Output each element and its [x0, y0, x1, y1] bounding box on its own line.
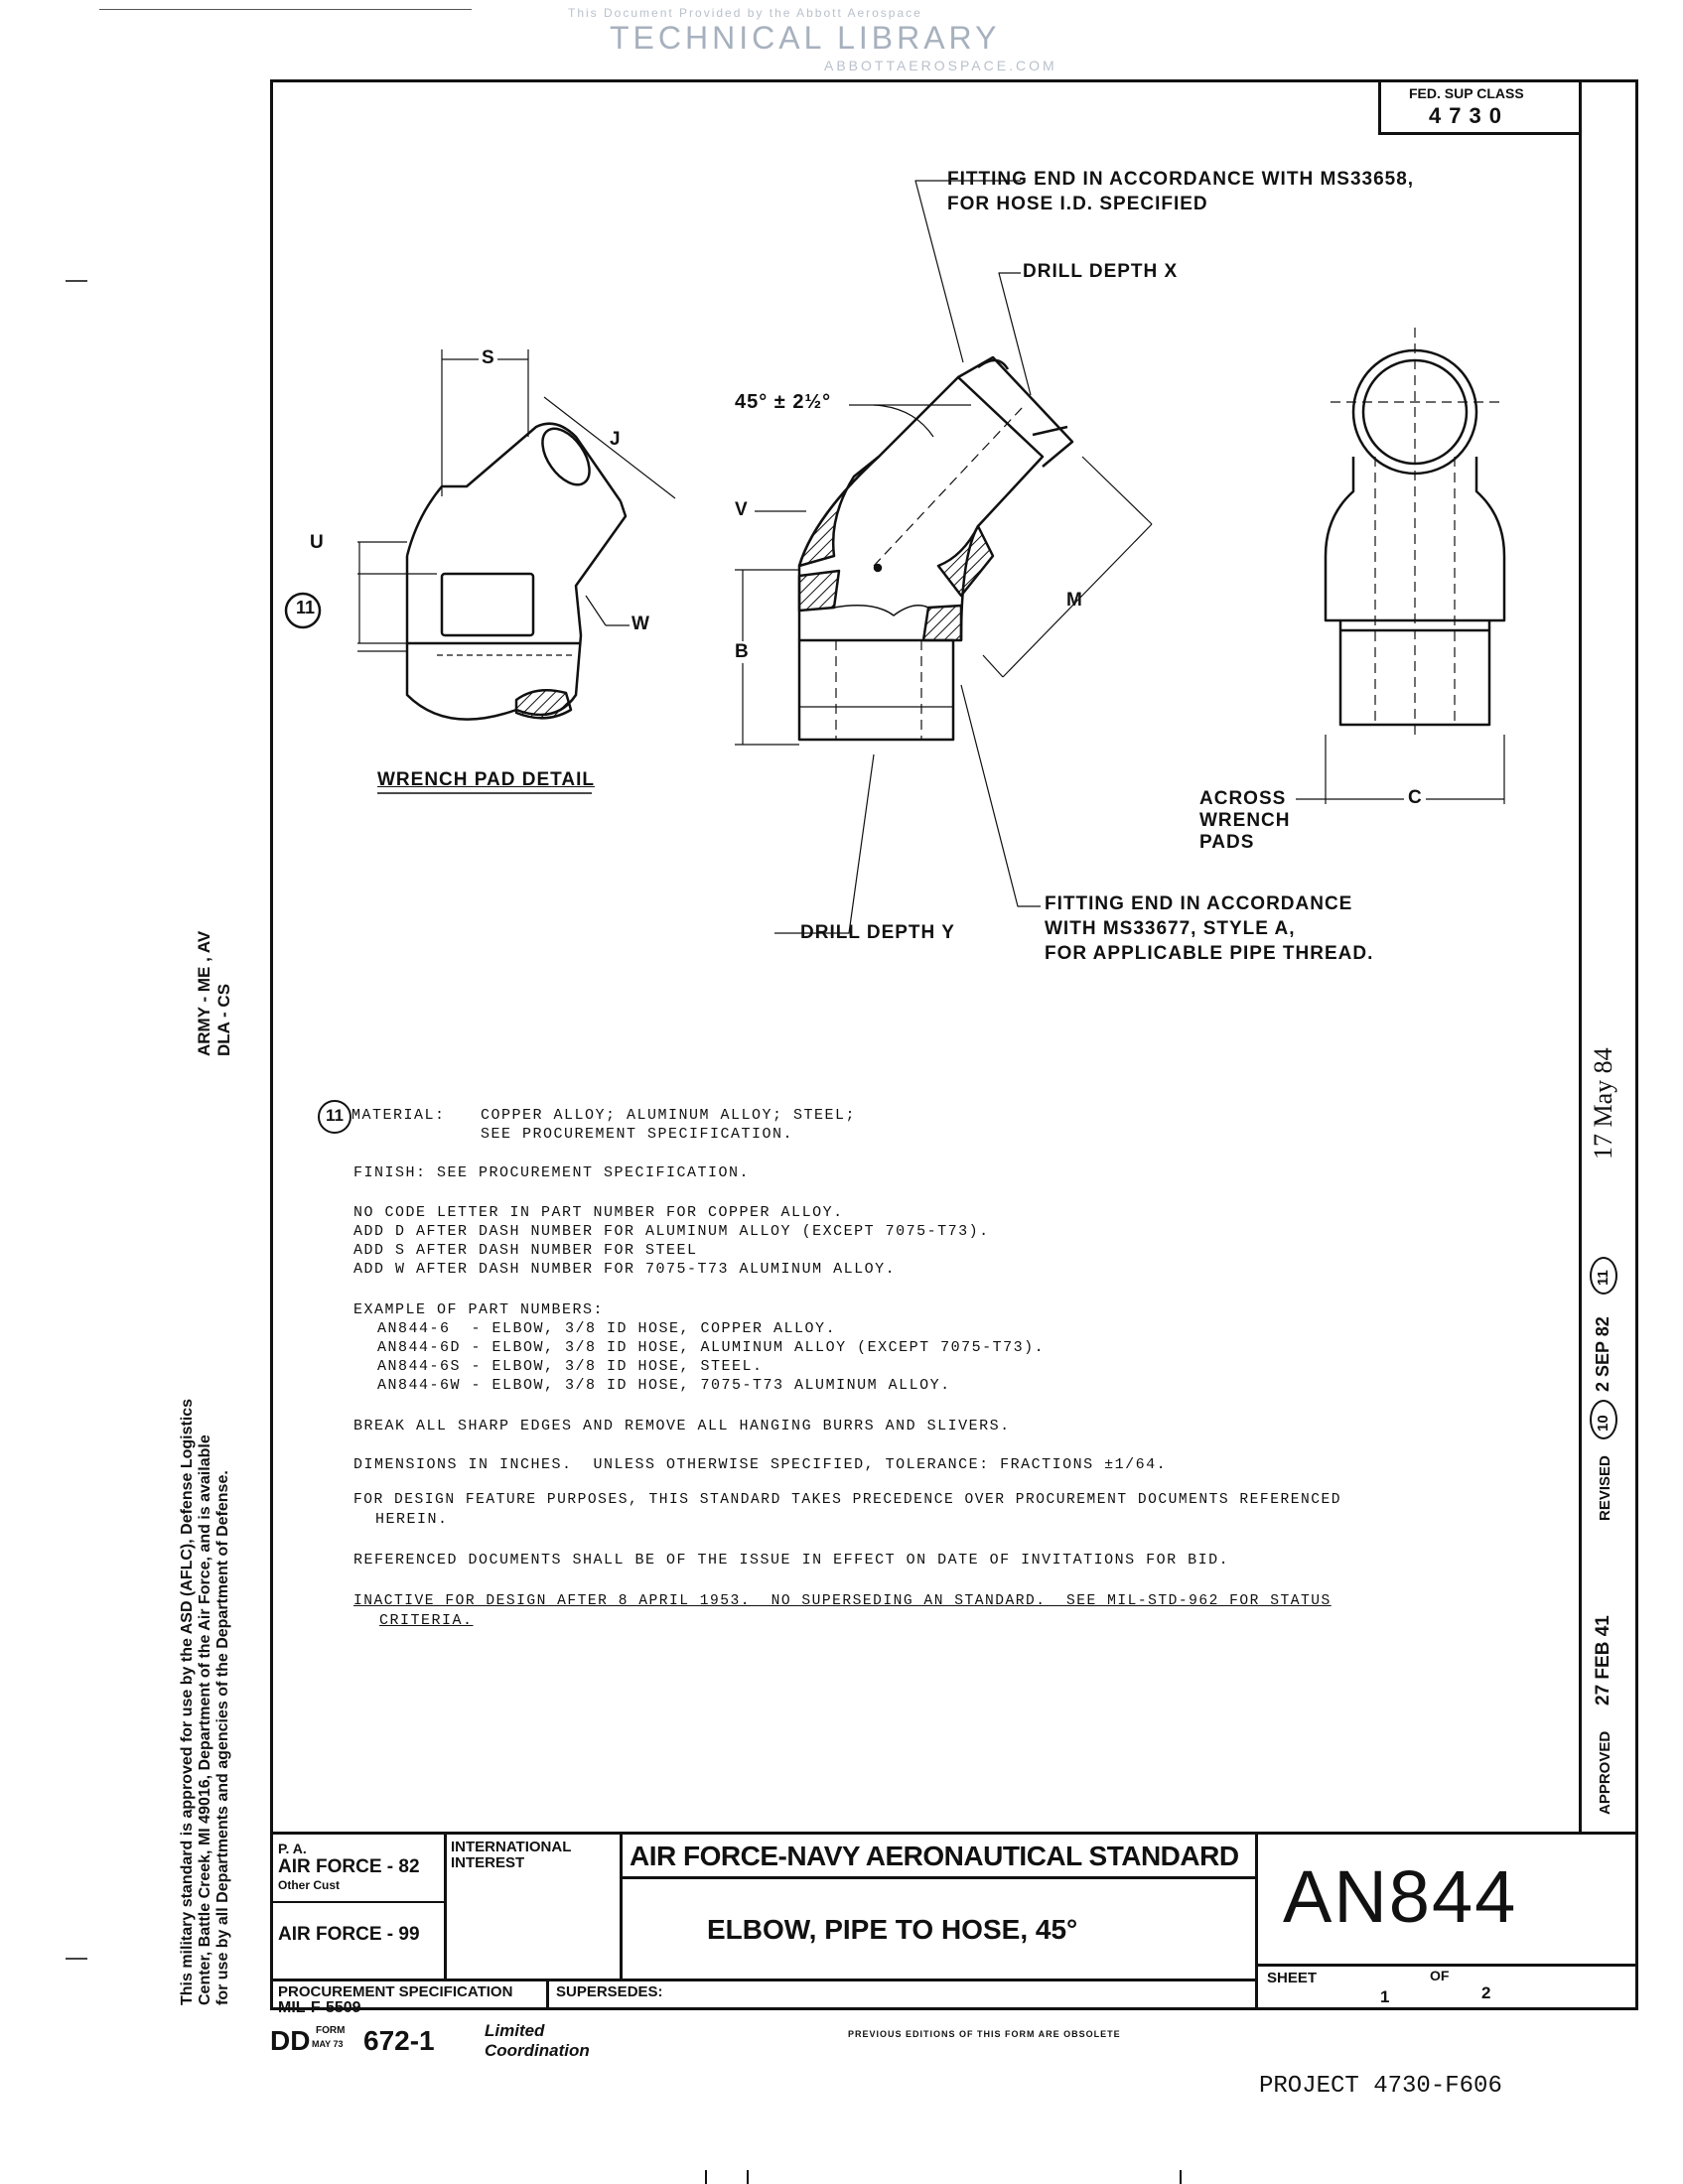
scan-mark-bottom-2 — [747, 2170, 749, 2184]
section-view — [735, 181, 1152, 933]
dim-s: S — [479, 347, 497, 369]
of-label: OF — [1430, 1968, 1450, 1983]
dimensions-note: DIMENSIONS IN INCHES. UNLESS OTHERWISE SPECIFIED, TOLERANCE: FRACTIONS ±1/64. — [353, 1456, 1168, 1473]
title-hline-sheet — [1258, 1964, 1638, 1967]
finish-note: FINISH: SEE PROCUREMENT SPECIFICATION. — [353, 1164, 751, 1181]
approval-line2: Center, Battle Creek, MI 49016, Department of the Air Force, and is available — [197, 1434, 213, 2005]
rev-old-circle — [1590, 1400, 1617, 1439]
scan-mark-left-2 — [66, 1958, 87, 1960]
revised-label: REVISED — [1597, 1455, 1613, 1521]
rev-old-number: 10 — [1595, 1415, 1612, 1432]
part-title: ELBOW, PIPE TO HOSE, 45° — [707, 1914, 1078, 1945]
code-line-2: ADD D AFTER DASH NUMBER FOR ALUMINUM ALLOY (EXCEPT 7075-T73). — [353, 1223, 990, 1240]
international-line2: INTEREST — [451, 1854, 525, 1871]
procurement-label: PROCUREMENT SPECIFICATION — [278, 1983, 513, 2000]
other-cust-label: Other Cust — [278, 1878, 341, 1892]
dim-u: U — [310, 532, 324, 553]
title-hline-1 — [270, 1979, 1255, 1981]
across-wrench-line2: WRENCH — [1199, 810, 1291, 831]
fed-sup-class-label: FED. SUP CLASS — [1409, 85, 1524, 101]
title-block — [270, 1832, 1638, 2016]
material-line1: COPPER ALLOY; ALUMINUM ALLOY; STEEL; — [481, 1107, 857, 1124]
part-number: AN844 — [1283, 1855, 1518, 1938]
watermark-technical-library: TECHNICAL LIBRARY — [610, 20, 1001, 56]
sheet-number: 1 — [1380, 1987, 1390, 2006]
title-divider-1 — [444, 1835, 447, 1979]
scan-mark-bottom-1 — [705, 2170, 707, 2184]
notes-rev-marker: 11 — [326, 1106, 344, 1125]
form-date: MAY 73 — [312, 2039, 344, 2049]
form-number: 672-1 — [363, 2025, 435, 2056]
international-line1: INTERNATIONAL — [451, 1839, 572, 1855]
elbow-drawing — [0, 0, 1683, 993]
custodians-line1: ARMY - ME , AV — [195, 930, 213, 1056]
design-feature-line2: HEREIN. — [375, 1511, 449, 1528]
wrench-pad-view — [286, 349, 675, 720]
referenced-docs-note: REFERENCED DOCUMENTS SHALL BE OF THE ISSUE IN EFFECT ON DATE OF INVITATIONS FOR BID. — [353, 1552, 1230, 1569]
angle-label: 45° ± 2½° — [735, 391, 832, 413]
procurement-value: MIL-F-5509 — [278, 1999, 361, 2016]
fed-sup-class-value: 4730 — [1429, 103, 1509, 128]
scan-mark-bottom-3 — [1180, 2170, 1182, 2184]
standard-title: AIR FORCE-NAVY AERONAUTICAL STANDARD — [630, 1841, 1239, 1871]
dim-b: B — [735, 641, 749, 662]
title-divider-supersedes — [546, 1979, 549, 2010]
approved-label: APPROVED — [1597, 1730, 1613, 1815]
example-1: AN844-6 - ELBOW, 3/8 ID HOSE, COPPER ALLOY. — [377, 1320, 837, 1337]
inactive-line2: CRITERIA. — [379, 1612, 474, 1629]
custodians-line2: DLA - CS — [214, 983, 233, 1056]
notes-rev-circle — [318, 1100, 351, 1134]
code-line-4: ADD W AFTER DASH NUMBER FOR 7075-T73 ALUMINUM ALLOY. — [353, 1261, 897, 1278]
approval-line1: This military standard is approved for use by the ASD (AFLC), Defense Logistics — [179, 1398, 196, 2005]
other-cust-value: AIR FORCE - 99 — [278, 1924, 420, 1945]
inactive-line1: INACTIVE FOR DESIGN AFTER 8 APRIL 1953. NO SUPERSEDING AN STANDARD. SEE MIL-STD-962 FOR STATUS — [353, 1593, 1332, 1609]
example-heading: EXAMPLE OF PART NUMBERS: — [353, 1301, 605, 1318]
dim-j: J — [610, 429, 621, 450]
title-hline-std — [623, 1876, 1258, 1879]
title-divider-3 — [1255, 1835, 1258, 2010]
dim-w: W — [631, 614, 649, 634]
fitting-end-pipe-line1: FITTING END IN ACCORDANCE — [1045, 893, 1353, 914]
project-number: PROJECT 4730-F606 — [1259, 2073, 1502, 2100]
rev-new-number: 11 — [1595, 1270, 1612, 1286]
break-edges-note: BREAK ALL SHARP EDGES AND REMOVE ALL HANGING BURRS AND SLIVERS. — [353, 1418, 1011, 1434]
material-label: MATERIAL: — [351, 1107, 446, 1124]
fitting-end-pipe-line2: WITH MS33677, STYLE A, — [1045, 918, 1296, 939]
obsolete-note: PREVIOUS EDITIONS OF THIS FORM ARE OBSOLETE — [848, 2029, 1121, 2039]
watermark-url: ABBOTTAEROSPACE.COM — [824, 58, 1057, 73]
dim-c: C — [1404, 787, 1426, 809]
limited-line2: Coordination — [485, 2041, 590, 2060]
title-hline-pa — [270, 1901, 444, 1903]
revised-date: 2 SEP 82 — [1593, 1316, 1613, 1392]
code-line-1: NO CODE LETTER IN PART NUMBER FOR COPPER ALLOY. — [353, 1204, 844, 1221]
sheet-total: 2 — [1481, 1983, 1491, 2002]
approval-line3: for use by all Departments and agencies of the Department of Defense. — [214, 1470, 231, 2005]
watermark-provided-by: This Document Provided by the Abbott Aerospace — [568, 6, 922, 20]
dim-v: V — [735, 499, 748, 520]
drill-depth-x-label: DRILL DEPTH X — [1023, 261, 1179, 282]
handwritten-date: 17 May 84 — [1589, 1047, 1617, 1160]
limited-line1: Limited — [485, 2021, 545, 2040]
form-dd: DD — [270, 2025, 311, 2056]
form-label: FORM — [316, 2025, 346, 2036]
fitting-end-hose-line2: FOR HOSE I.D. SPECIFIED — [947, 194, 1208, 214]
code-line-3: ADD S AFTER DASH NUMBER FOR STEEL — [353, 1242, 698, 1259]
across-wrench-line3: PADS — [1199, 832, 1255, 853]
supersedes-label: SUPERSEDES: — [556, 1983, 663, 2000]
design-feature-line1: FOR DESIGN FEATURE PURPOSES, THIS STANDARD TAKES PRECEDENCE OVER PROCUREMENT DOCUMENTS REFERENCED — [353, 1492, 1341, 1508]
approved-date: 27 FEB 41 — [1593, 1615, 1613, 1706]
material-line2: SEE PROCUREMENT SPECIFICATION. — [481, 1126, 794, 1143]
rev-new-circle — [1590, 1257, 1617, 1295]
drill-depth-y-label: DRILL DEPTH Y — [800, 922, 955, 943]
pa-value: AIR FORCE - 82 — [278, 1856, 420, 1877]
end-view — [1296, 328, 1504, 804]
title-divider-2 — [620, 1835, 623, 1979]
wrench-pad-detail-label: WRENCH PAD DETAIL — [377, 769, 595, 790]
example-2: AN844-6D - ELBOW, 3/8 ID HOSE, ALUMINUM ALLOY (EXCEPT 7075-T73). — [377, 1339, 1046, 1356]
example-3: AN844-6S - ELBOW, 3/8 ID HOSE, STEEL. — [377, 1358, 764, 1375]
example-4: AN844-6W - ELBOW, 3/8 ID HOSE, 7075-T73 ALUMINUM ALLOY. — [377, 1377, 951, 1394]
fitting-end-pipe-line3: FOR APPLICABLE PIPE THREAD. — [1045, 943, 1374, 964]
across-wrench-line1: ACROSS — [1199, 788, 1287, 809]
fitting-end-hose-line1: FITTING END IN ACCORDANCE WITH MS33658, — [947, 169, 1415, 190]
dim-m: M — [1066, 590, 1082, 611]
sheet-label: SHEET — [1267, 1970, 1318, 1986]
pa-label: P. A. — [278, 1841, 307, 1856]
drawing-rev-marker: 11 — [296, 598, 316, 617]
